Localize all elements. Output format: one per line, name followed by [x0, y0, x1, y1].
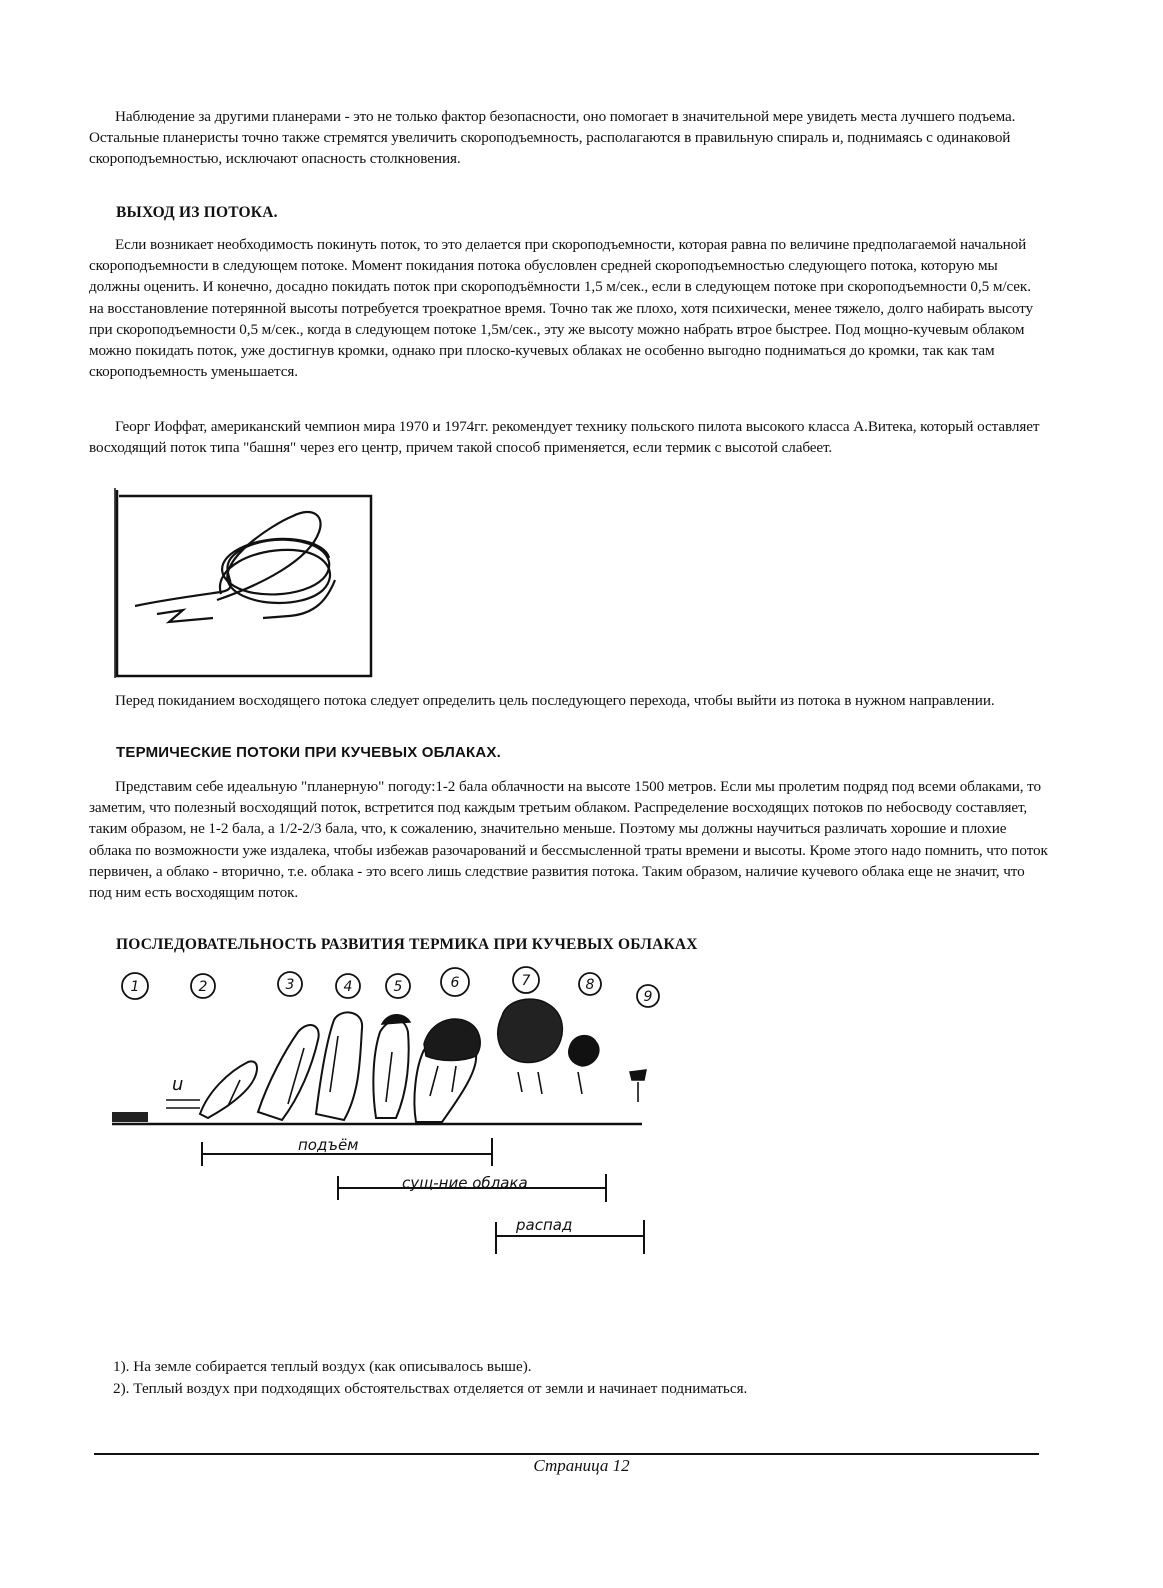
cloud-stage-8 — [569, 1036, 599, 1066]
heading-thermals-cumulus: ТЕРМИЧЕСКИЕ ПОТОКИ ПРИ КУЧЕВЫХ ОБЛАКАХ. — [116, 744, 501, 761]
footer-divider — [94, 1453, 1039, 1455]
cloud-stage-6 — [424, 1019, 480, 1061]
bubble-stage-4 — [316, 1012, 362, 1120]
wind-label: u — [172, 1074, 184, 1095]
spiral-path — [135, 512, 335, 622]
spiral-exit-figure — [113, 488, 375, 680]
phase-spans — [202, 1138, 644, 1254]
paragraph-wittek-technique: Георг Иоффат, американский чемпион мира 1970 и 1974гг. рекомендует технику польского пилота высокого класса А.Витека, который оставляет восходящий поток типа "башня" через его центр, причем такой способ применяется, если термик с высотой слабеет. — [89, 418, 1040, 457]
bubble-stage-2 — [200, 1061, 257, 1118]
rise-label: подъём — [298, 1136, 359, 1154]
list-item: 1). На земле собирается теплый воздух (как описывалось выше). — [113, 1358, 532, 1375]
cloud-stage-7 — [498, 999, 563, 1062]
stage-number-9: 9 — [643, 989, 653, 1005]
heading-sequence: ПОСЛЕДОВАТЕЛЬНОСТЬ РАЗВИТИЯ ТЕРМИКА ПРИ КУЧЕВЫХ ОБЛАКАХ — [116, 936, 698, 953]
thermal-development-diagram — [108, 962, 668, 1362]
paragraph-observation: Наблюдение за другими планерами - это не только фактор безопасности, оно помогает в значительной мере увидеть места лучшего подъема. Остальные планеристы точно также стремятся увеличить скороподъемность, располагаются в правильную спираль и, поднимаясь с одинаковой скороподъемностью, исключают опасность столкновения. — [89, 108, 1016, 168]
stage-markers — [122, 967, 659, 1007]
wind-indicator — [166, 1074, 200, 1108]
bubble-stage-5 — [373, 1020, 408, 1118]
cloud-stage-9 — [630, 1070, 646, 1080]
stage-number-4: 4 — [343, 979, 353, 995]
stage-number-3: 3 — [285, 977, 295, 993]
stage-number-5: 5 — [393, 979, 403, 995]
stage-number-6: 6 — [450, 975, 460, 991]
bubble-stage-3 — [258, 1025, 319, 1120]
page-number: Страница 12 — [533, 1456, 630, 1475]
paragraph-exit-rules: Если возникает необходимость покинуть поток, то это делается при скороподъемности, которая равна по величине предполагаемой начальной скороподъемности в следующем потоке. Момент покидания потока обусловлен средней скороподъемностью следующего потока, которую мы должны оценить. И конечно, досадно покидать поток при скороподъёмности 1,5 м/сек., если в следующем потоке при скороподъемности 0,5 м/сек. на восстановление потерянной высоты потребуется троекратное время. Точно так же плохо, хотя психически, менее тяжело, долго набирать высоту при скороподъемности 0,5 м/сек., когда в следующем потоке 1,5м/сек., эту же высоту можно набрать втрое быстрее. Под мощно-кучевым облаком можно покидать поток, уже достигнув кромки, однако при плоско-кучевых облаках не особенно выгодно подниматься до кромки, так как там скороподъемность уменьшается. — [89, 236, 1034, 381]
cloud-stage-5 — [382, 1015, 410, 1024]
paragraph-before-leaving: Перед покиданием восходящего потока следует определить цель последующего перехода, чтобы выйти из потока в нужном направлении. — [115, 692, 995, 709]
stage-number-2: 2 — [198, 979, 208, 995]
ground-object — [112, 1112, 148, 1122]
heading-exit-thermal: ВЫХОД ИЗ ПОТОКА. — [116, 204, 278, 221]
stage-number-1: 1 — [130, 979, 140, 995]
paragraph-ideal-weather: Представим себе идеальную "планерную" погоду:1-2 бала облачности на высоте 1500 метров. Если мы пролетим подряд под всеми облаками, то заметим, что полезный восходящий поток, встретится под каждым третьим облаком. Распределение восходящих потоков по небосводу составляет, таким образом, не 1-2 бала, а 1/2-2/3 бала, что, к сожалению, значительно меньше. Поэтому мы должны научиться различать хорошие и плохие облака по возможности уже издалека, чтобы избежав разочарований и бессмысленной траты времени и высоты. Кроме этого надо помнить, что поток первичен, а облако - вторично, т.е. облака - это всего лишь следствие развития потока. Таким образом, наличие кучевого облака еще не значит, что под ним есть восходящим поток. — [89, 778, 1048, 902]
clouds — [382, 999, 646, 1080]
list-item: 2). Теплый воздух при подходящих обстоятельствах отделяется от земли и начинает подниматься. — [113, 1380, 748, 1397]
phase-labels — [298, 1136, 572, 1234]
stage-number-7: 7 — [521, 973, 531, 989]
stage-number-8: 8 — [585, 977, 595, 993]
decay-label: распад — [516, 1216, 573, 1234]
existence-label: сущ-ние облака — [402, 1174, 528, 1192]
